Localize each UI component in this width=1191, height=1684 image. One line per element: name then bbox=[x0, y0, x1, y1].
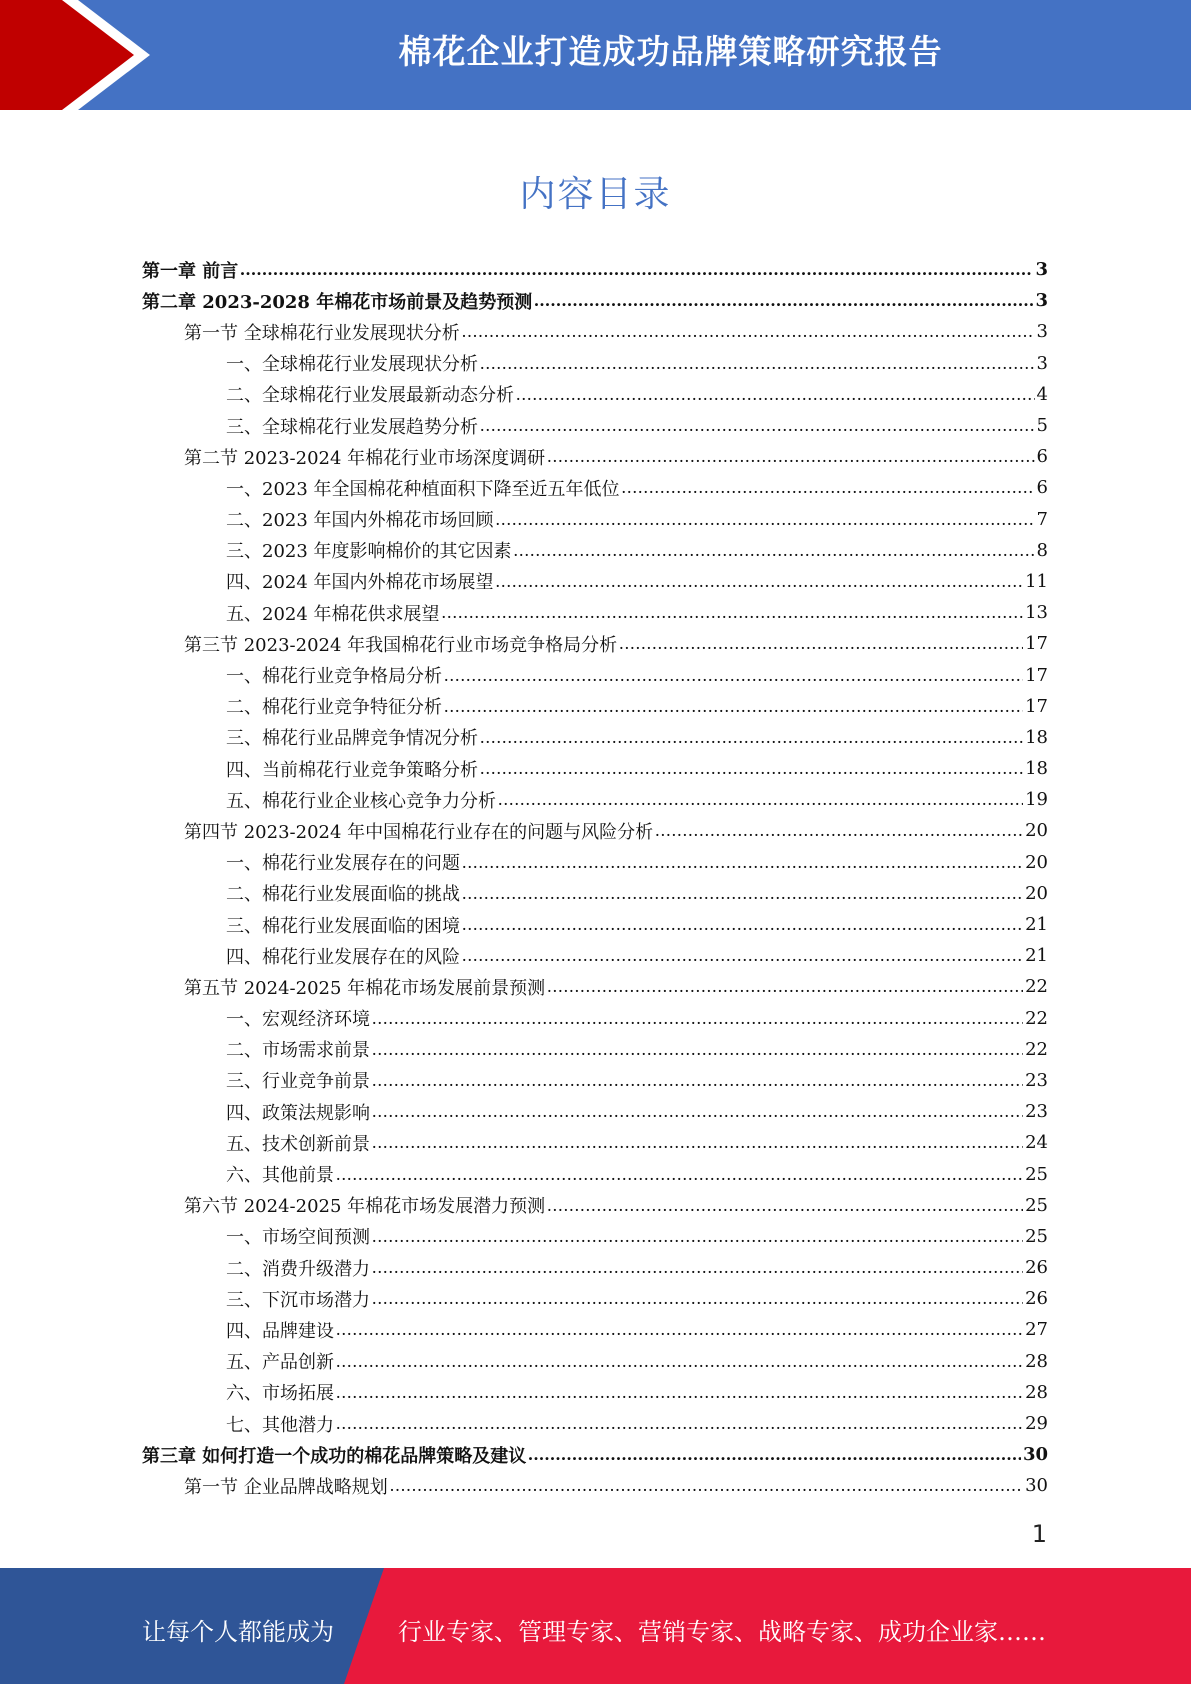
toc-entry-label: 五、棉花行业企业核心竞争力分析 bbox=[226, 790, 496, 812]
toc-dot-leader bbox=[547, 446, 1034, 467]
toc-entry[interactable] bbox=[142, 1190, 1048, 1221]
footer-slogan-left: 让每个人都能成为 bbox=[142, 1618, 334, 1646]
toc-entry-label: 七、其他潜力 bbox=[226, 1414, 334, 1436]
toc-entry-label: 三、2023 年度影响棉价的其它因素 bbox=[226, 541, 512, 563]
footer-slogan-right: 行业专家、管理专家、营销专家、战略专家、成功企业家…… bbox=[398, 1618, 1046, 1646]
report-footer bbox=[0, 1568, 1191, 1684]
toc-entry-page: 25 bbox=[1025, 1225, 1048, 1247]
toc-entry[interactable] bbox=[142, 1127, 1048, 1158]
header-arrow-red bbox=[0, 0, 134, 110]
toc-entry[interactable] bbox=[142, 878, 1048, 909]
toc-entry[interactable] bbox=[142, 254, 1048, 285]
toc-entry-page: 18 bbox=[1025, 726, 1048, 748]
toc-entry-label: 三、棉花行业发展面临的困境 bbox=[226, 915, 460, 937]
toc-entry[interactable] bbox=[142, 1314, 1048, 1345]
toc-dot-leader bbox=[372, 1070, 1023, 1091]
toc-entry-page: 21 bbox=[1025, 945, 1048, 967]
toc-dot-leader bbox=[390, 1475, 1023, 1496]
toc-entry-label: 二、全球棉花行业发展最新动态分析 bbox=[226, 385, 514, 407]
toc-dot-leader bbox=[480, 758, 1023, 779]
toc-entry-label: 二、市场需求前景 bbox=[226, 1040, 370, 1062]
toc-entry-page: 7 bbox=[1036, 508, 1048, 530]
toc-entry-page: 4 bbox=[1036, 383, 1048, 405]
toc-entry-label: 二、2023 年国内外棉花市场回顾 bbox=[226, 510, 494, 532]
toc-entry[interactable] bbox=[142, 1283, 1048, 1314]
toc-entry[interactable] bbox=[142, 348, 1048, 379]
toc-dot-leader bbox=[480, 415, 1035, 436]
toc-entry[interactable] bbox=[142, 628, 1048, 659]
toc-entry[interactable] bbox=[142, 1034, 1048, 1065]
toc-heading: 内容目录 bbox=[519, 174, 672, 215]
toc-entry-page: 27 bbox=[1025, 1319, 1048, 1341]
toc-entry[interactable] bbox=[142, 1439, 1048, 1470]
report-header bbox=[0, 0, 1191, 110]
toc-entry-label: 第一节 企业品牌战略规划 bbox=[184, 1476, 388, 1498]
toc-dot-leader bbox=[442, 602, 1024, 623]
toc-dot-leader bbox=[372, 1039, 1023, 1060]
toc-entry-page: 11 bbox=[1025, 570, 1048, 592]
toc-entry-label: 五、产品创新 bbox=[226, 1352, 334, 1374]
toc-dot-leader bbox=[372, 1226, 1023, 1247]
toc-dot-leader bbox=[336, 1382, 1023, 1403]
toc-entry-page: 3 bbox=[1035, 259, 1048, 281]
toc-entry-label: 四、政策法规影响 bbox=[226, 1102, 370, 1124]
toc-dot-leader bbox=[336, 1351, 1023, 1372]
toc-entry-label: 第二节 2023-2024 年棉花行业市场深度调研 bbox=[184, 447, 546, 469]
toc-entry-label: 第一章 前言 bbox=[142, 260, 239, 282]
toc-entry-page: 3 bbox=[1035, 290, 1048, 312]
toc-entry-label: 一、棉花行业发展存在的问题 bbox=[226, 853, 460, 875]
toc-entry-label: 二、棉花行业发展面临的挑战 bbox=[226, 884, 460, 906]
toc-dot-leader bbox=[547, 1195, 1023, 1216]
toc-entry-page: 21 bbox=[1025, 914, 1048, 936]
toc-entry-page: 20 bbox=[1025, 820, 1048, 842]
toc-entry-page: 25 bbox=[1025, 1163, 1048, 1185]
toc-entry[interactable] bbox=[142, 784, 1048, 815]
toc-entry-label: 二、棉花行业竞争特征分析 bbox=[226, 697, 442, 719]
toc-entry-page: 29 bbox=[1025, 1413, 1048, 1435]
toc-entry-label: 第二章 2023-2028 年棉花市场前景及趋势预测 bbox=[142, 291, 533, 313]
toc-dot-leader bbox=[622, 477, 1035, 498]
toc-entry[interactable] bbox=[142, 1065, 1048, 1096]
toc-entry[interactable] bbox=[142, 1346, 1048, 1377]
toc-entry-page: 28 bbox=[1025, 1381, 1048, 1403]
toc-entry-label: 四、棉花行业发展存在的风险 bbox=[226, 946, 460, 968]
toc-entry[interactable] bbox=[142, 753, 1048, 784]
toc-entry-page: 17 bbox=[1025, 695, 1048, 717]
toc-dot-leader bbox=[516, 384, 1035, 405]
toc-entry-page: 24 bbox=[1025, 1132, 1048, 1154]
toc-entry-page: 19 bbox=[1025, 789, 1048, 811]
toc-dot-leader bbox=[480, 353, 1035, 374]
toc-dot-leader bbox=[372, 1257, 1023, 1278]
report-title: 棉花企业打造成功品牌策略研究报告 bbox=[398, 32, 943, 71]
toc-dot-leader bbox=[372, 1008, 1023, 1029]
toc-entry-label: 第三节 2023-2024 年我国棉花行业市场竞争格局分析 bbox=[184, 634, 618, 656]
toc-dot-leader bbox=[372, 1288, 1023, 1309]
toc-entry-label: 三、全球棉花行业发展趋势分析 bbox=[226, 416, 478, 438]
toc-entry-page: 17 bbox=[1025, 633, 1048, 655]
toc-entry[interactable] bbox=[142, 535, 1048, 566]
toc-entry-label: 五、2024 年棉花供求展望 bbox=[226, 603, 440, 625]
toc-dot-leader bbox=[462, 945, 1023, 966]
toc-entry-label: 一、2023 年全国棉花种植面积下降至近五年低位 bbox=[226, 478, 620, 500]
toc-entry-page: 30 bbox=[1025, 1475, 1048, 1497]
toc-entry-label: 一、全球棉花行业发展现状分析 bbox=[226, 354, 478, 376]
toc-entry-label: 一、棉花行业竞争格局分析 bbox=[226, 666, 442, 688]
toc-dot-leader bbox=[336, 1319, 1023, 1340]
toc-entry-page: 18 bbox=[1025, 758, 1048, 780]
toc-entry-page: 28 bbox=[1025, 1350, 1048, 1372]
toc-entry[interactable] bbox=[142, 691, 1048, 722]
toc-entry-page: 23 bbox=[1025, 1101, 1048, 1123]
toc-entry[interactable] bbox=[142, 441, 1048, 472]
page-number: 1 bbox=[1031, 1520, 1047, 1548]
toc-entry[interactable] bbox=[142, 847, 1048, 878]
toc-entry[interactable] bbox=[142, 472, 1048, 503]
toc-entry-label: 第四节 2023-2024 年中国棉花行业存在的问题与风险分析 bbox=[184, 821, 654, 843]
toc-entry-label: 三、行业竞争前景 bbox=[226, 1071, 370, 1093]
toc-entry-page: 26 bbox=[1025, 1257, 1048, 1279]
toc-entry[interactable] bbox=[142, 722, 1048, 753]
toc-entry[interactable] bbox=[142, 285, 1048, 316]
toc-dot-leader bbox=[514, 540, 1035, 561]
toc-entry-label: 二、消费升级潜力 bbox=[226, 1258, 370, 1280]
toc-dot-leader bbox=[372, 1132, 1023, 1153]
toc-dot-leader bbox=[496, 509, 1035, 530]
toc-entry[interactable] bbox=[142, 659, 1048, 690]
toc-entry-label: 第三章 如何打造一个成功的棉花品牌策略及建议 bbox=[142, 1445, 527, 1467]
toc-entry[interactable] bbox=[142, 909, 1048, 940]
toc-entry-label: 六、市场拓展 bbox=[226, 1383, 334, 1405]
toc-entry-label: 三、棉花行业品牌竞争情况分析 bbox=[226, 728, 478, 750]
toc-entry-label: 一、宏观经济环境 bbox=[226, 1009, 370, 1031]
toc-dot-leader bbox=[444, 696, 1023, 717]
toc-dot-leader bbox=[498, 789, 1023, 810]
toc-dot-leader bbox=[480, 727, 1023, 748]
toc-entry-page: 22 bbox=[1025, 1038, 1048, 1060]
toc-entry[interactable] bbox=[142, 566, 1048, 597]
toc-dot-leader bbox=[534, 290, 1033, 311]
toc-dot-leader bbox=[336, 1413, 1023, 1434]
toc-entry[interactable] bbox=[142, 1408, 1048, 1439]
toc-dot-leader bbox=[462, 914, 1023, 935]
toc-entry-label: 第一节 全球棉花行业发展现状分析 bbox=[184, 322, 460, 344]
toc-entry-page: 25 bbox=[1025, 1194, 1048, 1216]
toc-dot-leader bbox=[619, 633, 1023, 654]
toc-entry[interactable] bbox=[142, 1470, 1048, 1501]
toc-entry[interactable] bbox=[142, 1377, 1048, 1408]
toc-dot-leader bbox=[462, 883, 1023, 904]
toc-dot-leader bbox=[547, 976, 1023, 997]
toc-entry-page: 26 bbox=[1025, 1288, 1048, 1310]
toc-entry[interactable] bbox=[142, 940, 1048, 971]
toc-entry-label: 四、当前棉花行业竞争策略分析 bbox=[226, 759, 478, 781]
toc-entry-label: 第六节 2024-2025 年棉花市场发展潜力预测 bbox=[184, 1196, 546, 1218]
toc-dot-leader bbox=[444, 665, 1023, 686]
toc-entry[interactable] bbox=[142, 1221, 1048, 1252]
toc-entry[interactable] bbox=[142, 379, 1048, 410]
toc-entry[interactable] bbox=[142, 815, 1048, 846]
toc-entry[interactable] bbox=[142, 504, 1048, 535]
toc-entry-page: 17 bbox=[1025, 664, 1048, 686]
toc-entry-page: 3 bbox=[1036, 321, 1048, 343]
toc-entry-page: 22 bbox=[1025, 976, 1048, 998]
toc-dot-leader bbox=[462, 852, 1023, 873]
toc-entry-label: 四、2024 年国内外棉花市场展望 bbox=[226, 572, 494, 594]
toc-entry[interactable] bbox=[142, 1158, 1048, 1189]
toc-entry[interactable] bbox=[142, 1252, 1048, 1283]
toc-entry-page: 23 bbox=[1025, 1069, 1048, 1091]
toc-dot-leader bbox=[462, 321, 1035, 342]
toc-entry[interactable] bbox=[142, 597, 1048, 628]
toc-entry-page: 6 bbox=[1036, 477, 1048, 499]
toc-dot-leader bbox=[372, 1101, 1023, 1122]
toc-entry[interactable] bbox=[142, 971, 1048, 1002]
toc-entry-label: 五、技术创新前景 bbox=[226, 1133, 370, 1155]
toc-entry[interactable] bbox=[142, 316, 1048, 347]
toc-entry[interactable] bbox=[142, 1096, 1048, 1127]
toc-entry-page: 6 bbox=[1036, 446, 1048, 468]
toc-entry-label: 第五节 2024-2025 年棉花市场发展前景预测 bbox=[184, 977, 546, 999]
toc-entry-page: 5 bbox=[1036, 415, 1048, 437]
toc-entry-page: 13 bbox=[1025, 602, 1048, 624]
table-of-contents bbox=[142, 254, 1048, 1502]
toc-entry-page: 30 bbox=[1022, 1444, 1048, 1466]
toc-entry[interactable] bbox=[142, 1003, 1048, 1034]
toc-entry-page: 3 bbox=[1036, 352, 1048, 374]
toc-dot-leader bbox=[240, 259, 1033, 280]
toc-dot-leader bbox=[336, 1164, 1023, 1185]
toc-entry[interactable] bbox=[142, 410, 1048, 441]
toc-dot-leader bbox=[655, 820, 1023, 841]
toc-entry-label: 四、品牌建设 bbox=[226, 1320, 334, 1342]
toc-entry-page: 8 bbox=[1036, 539, 1048, 561]
toc-dot-leader bbox=[528, 1444, 1021, 1465]
toc-dot-leader bbox=[496, 571, 1024, 592]
toc-entry-label: 三、下沉市场潜力 bbox=[226, 1289, 370, 1311]
toc-entry-page: 20 bbox=[1025, 882, 1048, 904]
toc-entry-label: 六、其他前景 bbox=[226, 1165, 334, 1187]
toc-entry-page: 22 bbox=[1025, 1007, 1048, 1029]
toc-entry-label: 一、市场空间预测 bbox=[226, 1227, 370, 1249]
toc-entry-page: 20 bbox=[1025, 851, 1048, 873]
